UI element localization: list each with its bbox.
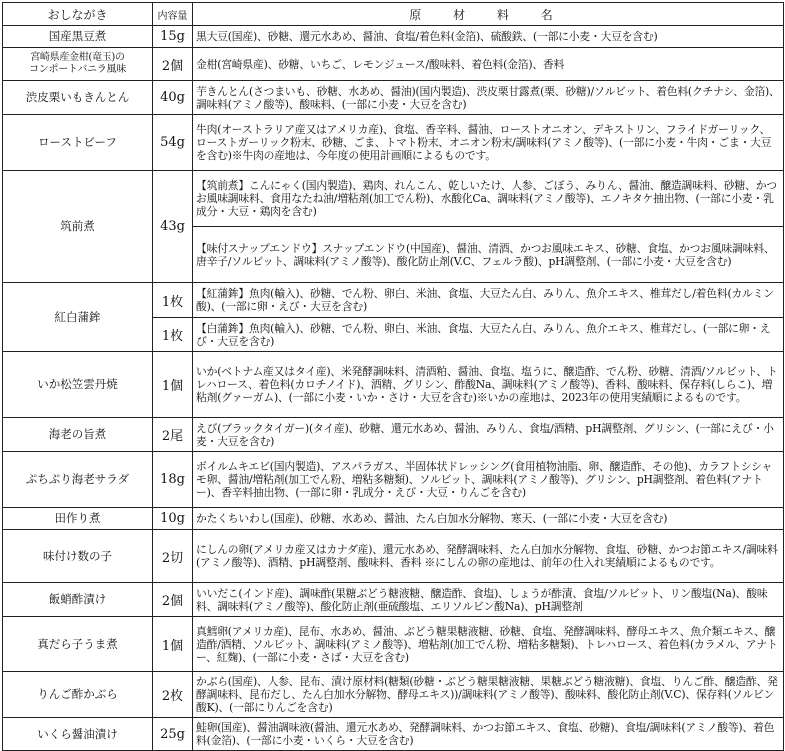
- table-row: [3, 115, 784, 171]
- item-name: りんご酢かぶら: [3, 672, 153, 718]
- table-row: [3, 283, 784, 318]
- item-ingredients: 【白蒲鉾】魚肉(輸入)、砂糖、でん粉、卵白、米油、食塩、大豆たん白、みりん、魚介エキス、椎茸だし、(一部に卵・えび・大豆を含む): [193, 318, 784, 352]
- item-name: 味付け数の子: [3, 530, 153, 583]
- item-amount: 1個: [153, 352, 193, 418]
- item-ingredients: 金柑(宮崎県産)、砂糖、いちご、レモンジュース/酸味料、着色料(金箔)、香料: [193, 48, 784, 81]
- item-ingredients: にしんの卵(アメリカ産又はカナダ産)、還元水あめ、発酵調味料、たん白加水分解物、食塩、砂糖、かつお節エキス/調味料(アミノ酸等)、酒精、pH調整剤、酸味料、香料 ※にしんの卵の産地は、前年の仕入れ実績順によるものです。: [193, 530, 784, 583]
- item-amount: 43g: [153, 171, 193, 283]
- item-ingredients: いか(ベトナム産又はタイ産)、米発酵調味料、清酒粕、醤油、食塩、塩うに、醸造酢、でん粉、砂糖、清酒/ソルビット、トレハロース、着色料(カロチノイド)、酒精、グリシン、酢酸Na、調味料(アミノ酸等)、香料、酸味料、保存料(しらこ)、増粘剤(グァーガム)、(一部に小麦・いか・さけ・大豆を含む)※いかの産地は、2023年の使用実績順によるものです。: [193, 352, 784, 418]
- item-ingredients: いいだこ(インド産)、調味酢(果糖ぶどう糖液糖、醸造酢、食塩)、しょうが酢漬、食塩/ソルビット、リン酸塩(Na)、酸味料、調味料(アミノ酸等)、酸化防止剤(亜硫酸塩、エリソルビン酸Na)、pH調整剤: [193, 583, 784, 617]
- table-row: [3, 48, 784, 81]
- ingredients-table: [2, 2, 784, 751]
- header-name: おしながき: [3, 3, 153, 26]
- item-name: ぷちぷり海老サラダ: [3, 452, 153, 508]
- item-amount: 2個: [153, 583, 193, 617]
- item-amount: 1枚: [153, 318, 193, 352]
- table-row: [3, 672, 784, 718]
- table-row: [3, 718, 784, 751]
- item-name: いか松笠雲丹焼: [3, 352, 153, 418]
- table-row: [3, 508, 784, 530]
- table-row: [3, 418, 784, 452]
- table-row: [3, 171, 784, 227]
- item-name-line: コンポートバニラ風味: [29, 64, 126, 75]
- item-ingredients: 黒大豆(国産)、砂糖、還元水あめ、醤油、食塩/着色料(金箔)、硫酸鉄、(一部に小麦・大豆を含む): [193, 26, 784, 48]
- item-name: 紅白蒲鉾: [3, 283, 153, 352]
- header-amount: 内容量: [153, 3, 193, 26]
- item-ingredients: ボイルムキエビ(国内製造)、アスパラガス、半固体状ドレッシング(食用植物油脂、卵、醸造酢、その他)、カラフトシシャモ卵、醤油/増粘剤(加工でん粉、増粘多糖類)、ソルビット、調味料(アミノ酸等)、グリシン、pH調整剤、着色料(アナトー)、香辛料抽出物、(一部に卵・乳成分・えび・大豆・りんごを含む): [193, 452, 784, 508]
- item-amount: 2尾: [153, 418, 193, 452]
- item-name: 渋皮栗いもきんとん: [3, 81, 153, 115]
- item-ingredients: かぶら(国産)、人参、昆布、漬け原材料(糖類(砂糖・ぶどう糖果糖液糖、果糖ぶどう糖液糖)、食塩、りんご酢、醸造酢、発酵調味料、昆布だし、たん白加水分解物、酵母エキス))/調味料(アミノ酸等)、酸味料、酸化防止剤(V.C)、保存料(ソルビン酸K)、(一部にりんごを含む): [193, 672, 784, 718]
- item-ingredients: 真鱈卵(アメリカ産)、昆布、水あめ、醤油、ぶどう糖果糖液糖、砂糖、食塩、発酵調味料、酵母エキス、魚介類エキス、醸造酢/酒精、ソルビット、調味料(アミノ酸等)、増粘剤(加工でん粉、増粘多糖類)、トレハロース、着色料(カラメル、アナトー、紅麹)、(一部に小麦・さば・大豆を含む): [193, 617, 784, 672]
- item-amount: 18g: [153, 452, 193, 508]
- item-name: 国産黒豆煮: [3, 26, 153, 48]
- item-name-line: 宮崎県産金柑(竜玉)の: [30, 52, 125, 63]
- item-amount: 40g: [153, 81, 193, 115]
- item-ingredients: えび(ブラックタイガー)(タイ産)、砂糖、還元水あめ、醤油、みりん、食塩/酒精、pH調整剤、グリシン、(一部にえび・小麦・大豆を含む): [193, 418, 784, 452]
- table-row: [3, 617, 784, 672]
- item-ingredients: 【味付スナップエンドウ】スナップエンドウ(中国産)、醤油、清酒、かつお風味エキス、砂糖、食塩、かつお風味調味料、唐辛子/ソルビット、調味料(アミノ酸等)、酸化防止剤(V.C、フェルラ酸)、pH調整剤、(一部に小麦・大豆を含む): [193, 227, 784, 283]
- table-row: [3, 81, 784, 115]
- item-amount: 1枚: [153, 283, 193, 318]
- item-amount: 1個: [153, 617, 193, 672]
- item-name: ローストビーフ: [3, 115, 153, 171]
- table-row: [3, 352, 784, 418]
- item-ingredients: 牛肉(オーストラリア産又はアメリカ産)、食塩、香辛料、醤油、ローストオニオン、デキストリン、フライドガーリック、ローストガーリック粉末、砂糖、ごま、トマト粉末、オニオン粉末/調味料(アミノ酸等)、(一部に小麦・牛肉・ごま・大豆を含む)※牛肉の産地は、今年度の使用計画順によるものです。: [193, 115, 784, 171]
- item-amount: 25g: [153, 718, 193, 751]
- item-amount: 15g: [153, 26, 193, 48]
- item-ingredients: 【紅蒲鉾】魚肉(輸入)、砂糖、でん粉、卵白、米油、食塩、大豆たん白、みりん、魚介エキス、椎茸だし/着色料(カルミン酸)、(一部に卵・えび・大豆を含む): [193, 283, 784, 318]
- item-amount: 54g: [153, 115, 193, 171]
- item-name: 飯蛸酢漬け: [3, 583, 153, 617]
- item-ingredients: 鮭卵(国産)、醤油調味液(醤油、還元水あめ、発酵調味料、かつお節エキス、食塩、砂糖)、食塩/調味料(アミノ酸等)、着色料(金箔)、(一部に小麦・いくら・大豆を含む): [193, 718, 784, 751]
- item-ingredients: 芋きんとん(さつまいも、砂糖、水あめ、醤油)(国内製造)、渋皮栗甘露煮(栗、砂糖)/ソルビット、着色料(クチナシ、金箔)、調味料(アミノ酸等)、酸味料、(一部に小麦・大豆を含む): [193, 81, 784, 115]
- item-name: いくら醤油漬け: [3, 718, 153, 751]
- header-row: [3, 3, 784, 26]
- table-row: [3, 530, 784, 583]
- item-name: 海老の旨煮: [3, 418, 153, 452]
- item-amount: 2個: [153, 48, 193, 81]
- item-amount: 2枚: [153, 672, 193, 718]
- table-row: [3, 452, 784, 508]
- table-row: [3, 583, 784, 617]
- item-name: [3, 48, 153, 81]
- item-amount: 10g: [153, 508, 193, 530]
- header-ingredients: 原 材 料 名: [193, 3, 784, 26]
- item-name: 田作り煮: [3, 508, 153, 530]
- table-row: [3, 26, 784, 48]
- item-ingredients: 【筑前煮】こんにゃく(国内製造)、鶏肉、れんこん、乾しいたけ、人参、ごぼう、みりん、醤油、醸造調味料、砂糖、かつお風味調味料、食用なたね油/増粘剤(加工でん粉)、水酸化Ca、調味料(アミノ酸等)、エノキタケ抽出物、(一部に小麦・乳成分・大豆・鶏肉を含む): [193, 171, 784, 227]
- item-name: 真だら子うま煮: [3, 617, 153, 672]
- item-amount: 2切: [153, 530, 193, 583]
- item-ingredients: かたくちいわし(国産)、砂糖、水あめ、醤油、たん白加水分解物、寒天、(一部に小麦・大豆を含む): [193, 508, 784, 530]
- item-name: 筑前煮: [3, 171, 153, 283]
